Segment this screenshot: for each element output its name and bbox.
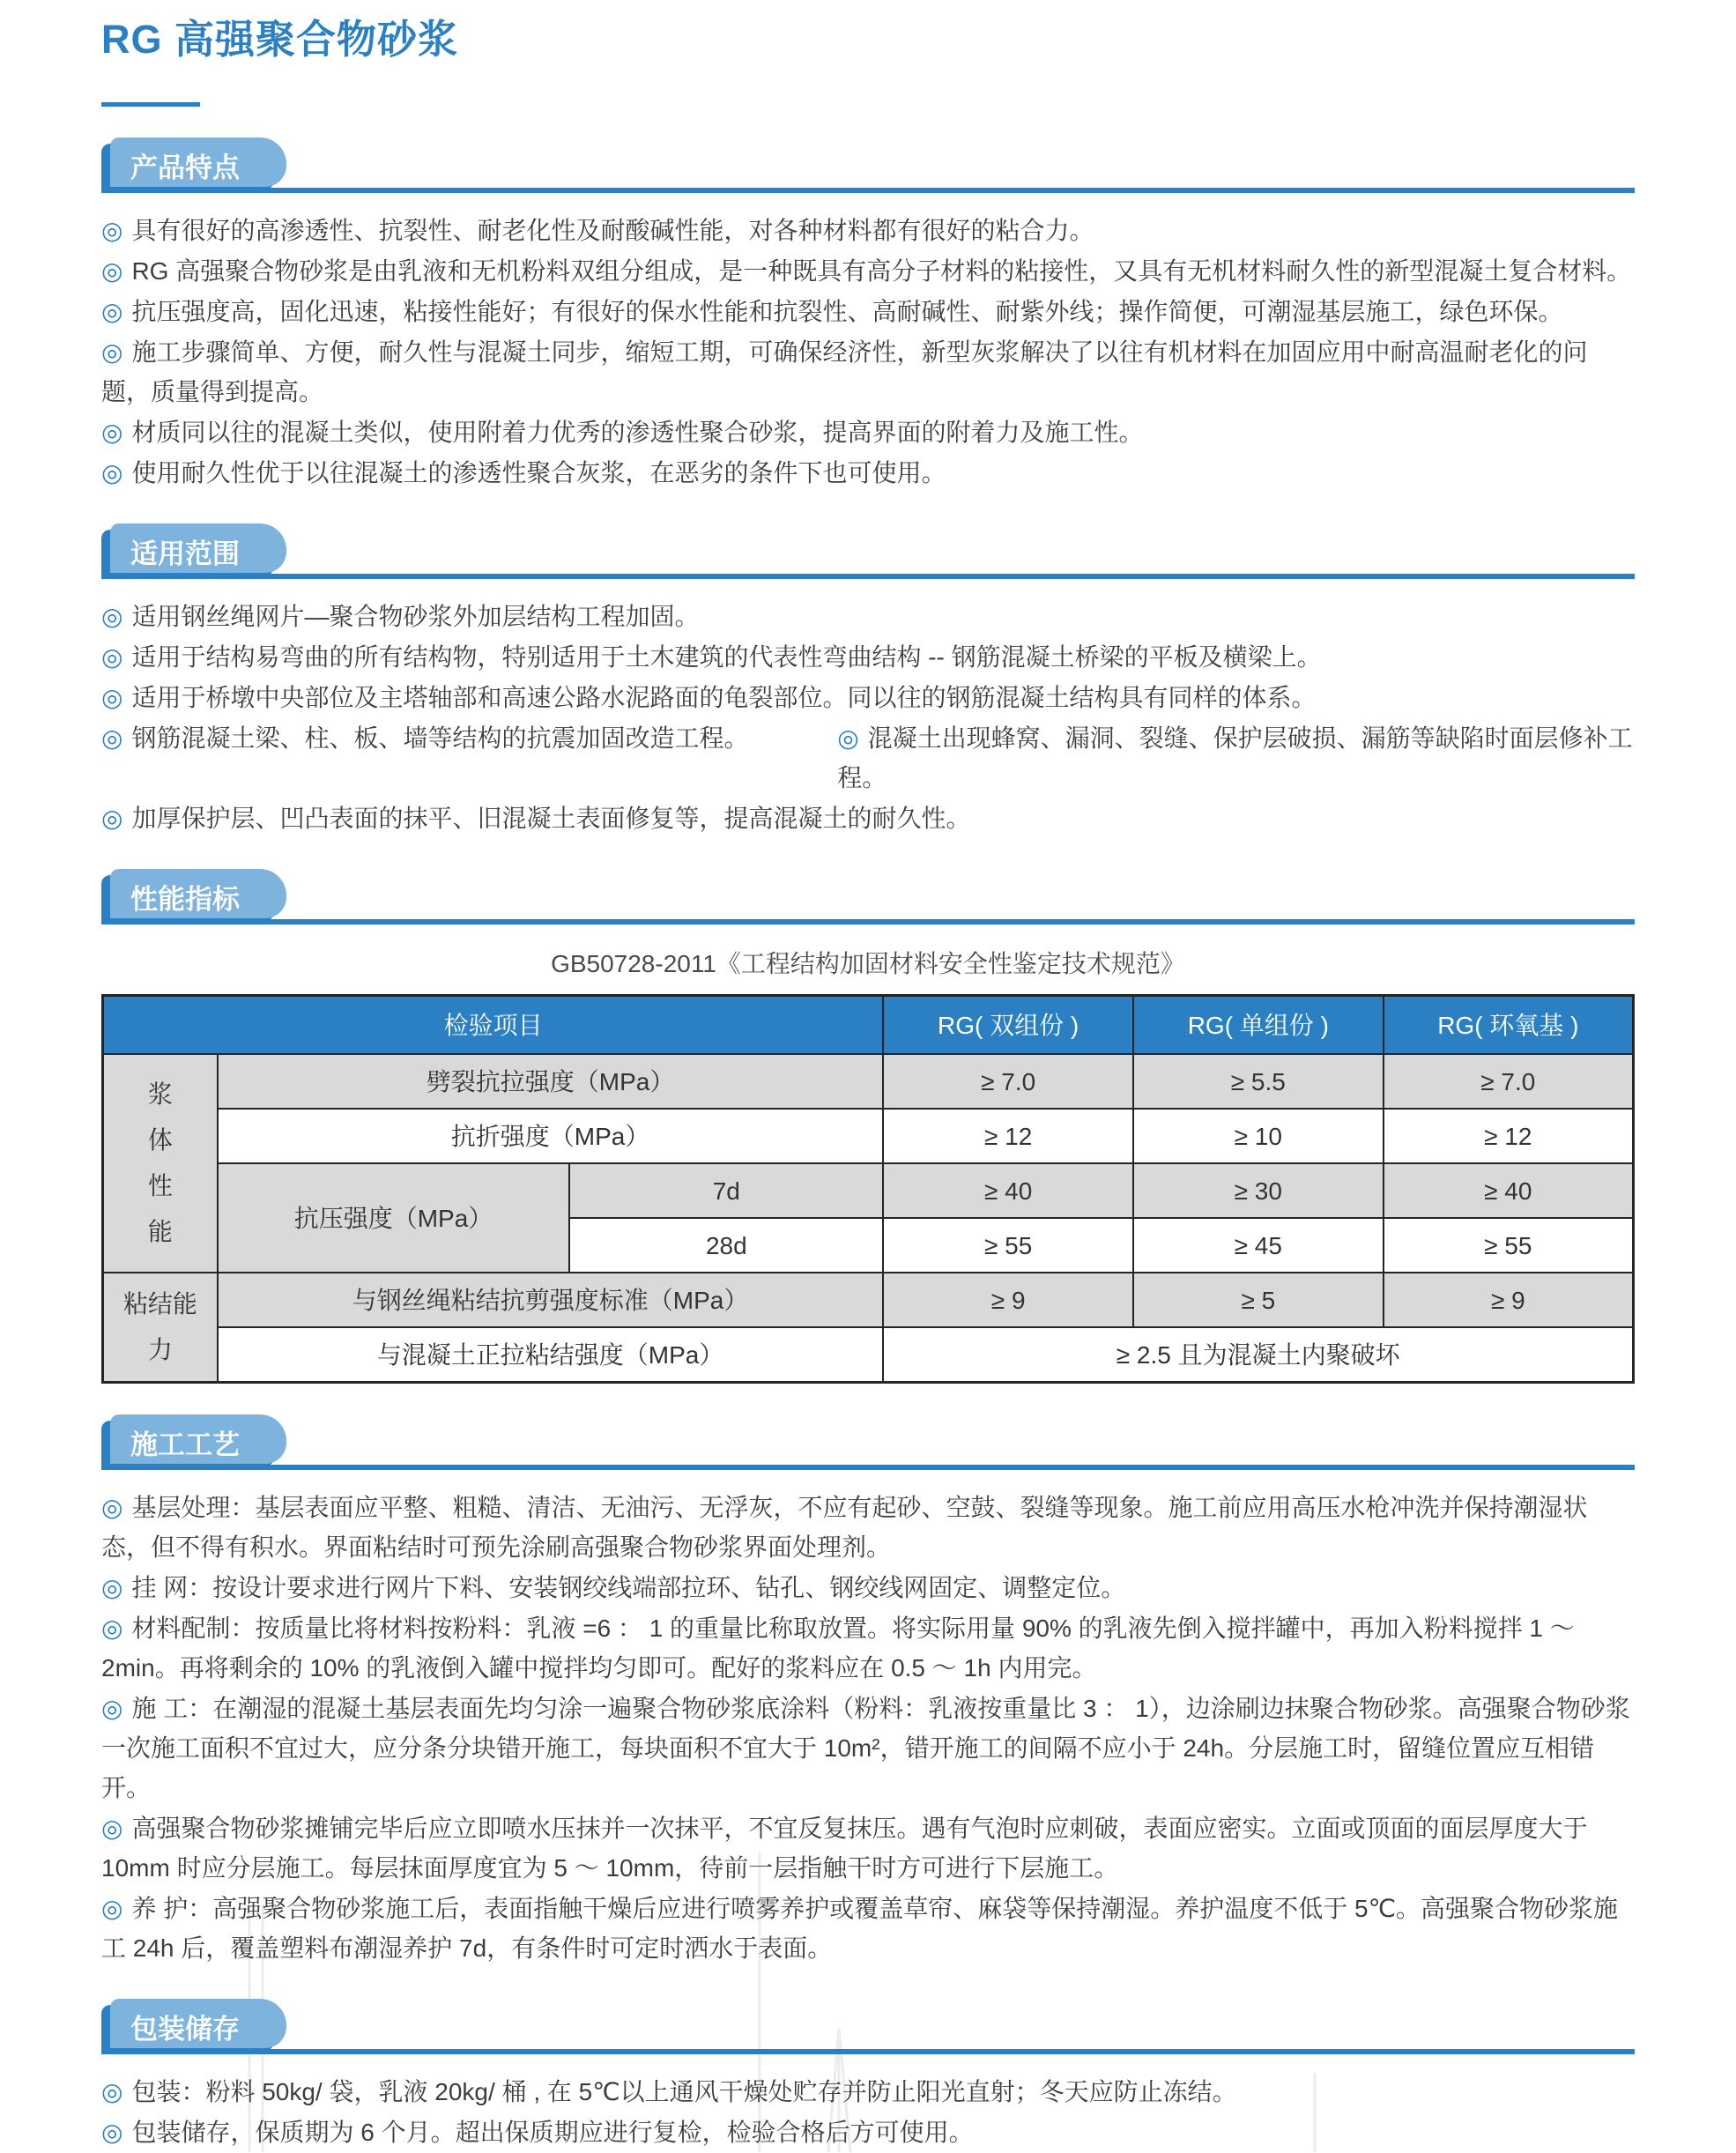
page <box>0 14 1736 2152</box>
bullet-text: 钢筋混凝土梁、柱、板、墙等结构的抗震加固改造工程。 <box>131 724 749 752</box>
section-rule <box>101 1465 1635 1470</box>
bullet-icon: ◎ <box>101 643 123 671</box>
section-header-process <box>101 1415 1635 1470</box>
scope-list <box>101 597 1635 838</box>
list-item <box>101 1608 1635 1688</box>
section-badge-features <box>101 144 278 193</box>
bullet-text: 施 工：在潮湿的混凝土基层表面先均匀涂一遍聚合物砂浆底涂料（粉料：乳液按重量比 3 ： 1），边涂刷边抹聚合物砂浆。高强聚合物砂浆一次施工面积不宜过大，应分条分块错开施工，每块面积不宜大于 10m²，错开施工的间隔不应小于 24h。分层施工时，留缝位置应互相错开。 <box>101 1695 1630 1801</box>
list-item <box>101 1689 1635 1808</box>
table-row <box>103 1163 1634 1218</box>
bullet-text: 施工步骤简单、方便，耐久性与混凝土同步，缩短工期，可确保经济性，新型灰浆解决了以往有机材料在加固应用中耐高温耐老化的问题，质量得到提高。 <box>101 338 1588 405</box>
section-heading: 性能指标 <box>130 884 240 915</box>
table-cell-item: 与混凝土正拉粘结强度（MPa） <box>218 1327 884 1383</box>
bullet-icon: ◎ <box>101 419 123 446</box>
list-item <box>101 412 1635 452</box>
section-heading: 产品特点 <box>130 152 240 183</box>
bullet-icon: ◎ <box>101 1695 123 1722</box>
table-cell-value: ≥ 40 <box>883 1163 1133 1218</box>
list-item <box>101 718 837 798</box>
features-list <box>101 211 1635 493</box>
table-cell-item: 抗压强度（MPa） <box>218 1163 570 1273</box>
table-cell-item: 抗折强度（MPa） <box>218 1109 884 1163</box>
section-rule <box>101 574 1635 579</box>
bullet-text: 挂 网：按设计要求进行网片下料、安装钢绞线端部拉环、钻孔、钢绞线网固定、调整定位。 <box>131 1574 1126 1601</box>
table-cell-value: ≥ 12 <box>1384 1109 1634 1163</box>
table-cell-value: ≥ 30 <box>1133 1163 1384 1218</box>
page-title: RG 高强聚合物砂浆 <box>101 17 459 62</box>
list-item <box>837 718 1635 798</box>
section-header-scope <box>101 524 1635 579</box>
title-underline <box>101 102 200 107</box>
list-item <box>101 678 1635 717</box>
table-cell-value: ≥ 9 <box>1384 1273 1634 1327</box>
table-cell-subitem: 7d <box>569 1163 883 1218</box>
bullet-icon: ◎ <box>101 805 123 832</box>
section-rule <box>101 188 1635 193</box>
bullet-text: 包装：粉料 50kg/ 袋，乳液 20kg/ 桶 , 在 5℃以上通风干燥处贮存并防止阳光直射；冬天应防止冻结。 <box>131 2078 1237 2105</box>
bullet-icon: ◎ <box>101 2078 123 2105</box>
list-item <box>101 597 1635 636</box>
vertical-label-line: 性 <box>147 1172 173 1199</box>
section-performance <box>101 870 1635 1384</box>
vertical-label-line: 浆 <box>147 1080 173 1108</box>
table-header-cell: 检验项目 <box>103 996 884 1055</box>
bullet-text: 材料配制：按质量比将材料按粉料：乳液 =6 ： 1 的重量比称取放置。将实际用量 90% 的乳液先倒入搅拌罐中，再加入粉料搅拌 1 ～ 2min。再将剩余的 10% 的乳液倒入罐中搅拌均匀即可。配好的浆料应在 0.5 ～ 1h 内用完。 <box>101 1615 1575 1682</box>
section-badge-packaging <box>101 2005 278 2054</box>
bullet-text: 包装储存，保质期为 6 个月。超出保质期应进行复检，检验合格后方可使用。 <box>131 2119 974 2146</box>
table-cell-item: 劈裂抗拉强度（MPa） <box>218 1054 884 1109</box>
bullet-text: 具有很好的高渗透性、抗裂性、耐老化性及耐酸碱性能，对各种材料都有很好的粘合力。 <box>131 217 1094 244</box>
list-item <box>101 292 1635 331</box>
vertical-label-line: 体 <box>147 1126 173 1154</box>
bullet-text: 加厚保护层、凹凸表面的抹平、旧混凝土表面修复等，提高混凝土的耐久性。 <box>131 805 971 832</box>
section-header-features <box>101 138 1635 193</box>
bullet-text: 适用钢丝绳网片—聚合物砂浆外加层结构工程加固。 <box>131 603 700 630</box>
bullet-text: 适用于桥墩中央部位及主塔轴部和高速公路水泥路面的龟裂部位。同以往的钢筋混凝土结构具有同样的体系。 <box>131 684 1317 711</box>
bullet-icon: ◎ <box>101 1574 123 1601</box>
table-cell-value: ≥ 7.0 <box>1384 1054 1634 1109</box>
section-header-performance <box>101 870 1635 924</box>
list-item <box>101 251 1635 291</box>
list-item <box>101 637 1635 677</box>
bullet-text: 基层处理：基层表面应平整、粗糙、清洁、无油污、无浮灰，不应有起砂、空鼓、裂缝等现象。施工前应用高压水枪冲洗并保持潮湿状态，但不得有积水。界面粘结时可预先涂刷高强聚合物砂浆界面处理剂。 <box>101 1494 1588 1561</box>
section-process <box>101 1415 1635 1968</box>
list-item <box>101 211 1635 250</box>
list-item <box>101 1808 1635 1888</box>
table-cell-value: ≥ 40 <box>1384 1163 1634 1218</box>
bullet-icon: ◎ <box>101 257 123 285</box>
section-heading: 施工工艺 <box>130 1429 240 1460</box>
section-heading: 适用范围 <box>130 538 240 569</box>
bullet-text: RG 高强聚合物砂浆是由乳液和无机粉料双组分组成，是一种既具有高分子材料的粘接性，又具有无机材料耐久性的新型混凝土复合材料。 <box>131 257 1632 285</box>
bullet-icon: ◎ <box>101 2119 123 2146</box>
vertical-label-line: 粘结能 <box>122 1290 197 1318</box>
table-header-cell: RG( 双组份 ) <box>883 996 1133 1055</box>
process-list <box>101 1488 1635 1968</box>
section-scope <box>101 524 1635 838</box>
list-item <box>101 798 1635 838</box>
table-row <box>103 1054 1634 1109</box>
table-cell-value: ≥ 12 <box>883 1109 1133 1163</box>
table-header-row <box>103 996 1634 1055</box>
bullet-icon: ◎ <box>101 1815 123 1842</box>
list-item <box>101 453 1635 493</box>
performance-table <box>101 994 1635 1384</box>
bullet-icon: ◎ <box>101 603 123 630</box>
list-item-double <box>101 718 1635 798</box>
vertical-label-group1 <box>103 1054 218 1273</box>
section-packaging <box>101 2000 1635 2152</box>
section-rule <box>101 2049 1635 2054</box>
bullet-text: 使用耐久性优于以往混凝土的渗透性聚合灰浆，在恶劣的条件下也可使用。 <box>131 459 946 486</box>
packaging-list <box>101 2072 1635 2152</box>
table-cell-value: ≥ 9 <box>883 1273 1133 1327</box>
section-badge-performance <box>101 875 278 924</box>
table-cell-value: ≥ 55 <box>883 1218 1133 1273</box>
table-cell-value: ≥ 5 <box>1133 1273 1384 1327</box>
bullet-text: 高强聚合物砂浆摊铺完毕后应立即喷水压抹并一次抹平，不宜反复抹压。遇有气泡时应刺破，表面应密实。立面或顶面的面层厚度大于 10mm 时应分层施工。每层抹面厚度宜为 5 ～ 10mm，待前一层指触干时方可进行下层施工。 <box>101 1815 1588 1882</box>
bullet-icon: ◎ <box>101 1615 123 1642</box>
vertical-label-line: 力 <box>147 1336 173 1363</box>
table-cell-value: ≥ 5.5 <box>1133 1054 1384 1109</box>
table-row <box>103 1273 1634 1327</box>
list-item <box>101 2112 1635 2152</box>
list-item <box>101 1889 1635 1968</box>
bullet-icon: ◎ <box>101 338 123 366</box>
list-item <box>101 2072 1635 2112</box>
bullet-icon: ◎ <box>101 217 123 244</box>
table-cell-item: 与钢丝绳粘结抗剪强度标准（MPa） <box>218 1273 884 1327</box>
bullet-text: 养 护：高强聚合物砂浆施工后，表面指触干燥后应进行喷雾养护或覆盖草帘、麻袋等保持潮湿。养护温度不低于 5℃。高强聚合物砂浆施工 24h 后，覆盖塑料布潮湿养护 7d，有条件时可定时洒水于表面。 <box>101 1895 1619 1962</box>
bullet-icon: ◎ <box>101 459 123 486</box>
bullet-icon: ◎ <box>837 724 859 752</box>
table-row <box>103 1327 1634 1383</box>
section-badge-scope <box>101 530 278 579</box>
table-cell-value: ≥ 10 <box>1133 1109 1384 1163</box>
vertical-label-line: 能 <box>147 1218 173 1245</box>
table-cell-value: ≥ 45 <box>1133 1218 1384 1273</box>
table-header-cell: RG( 环氧基 ) <box>1384 996 1634 1055</box>
bullet-icon: ◎ <box>101 724 123 752</box>
bullet-icon: ◎ <box>101 1895 123 1922</box>
section-rule <box>101 919 1635 924</box>
section-features <box>101 138 1635 493</box>
table-header-cell: RG( 单组份 ) <box>1133 996 1384 1055</box>
bullet-icon: ◎ <box>101 1494 123 1521</box>
list-item <box>101 332 1635 412</box>
bullet-icon: ◎ <box>101 298 123 325</box>
table-row <box>103 1109 1634 1163</box>
section-header-packaging <box>101 2000 1635 2054</box>
section-badge-process <box>101 1421 278 1470</box>
vertical-label-group2 <box>103 1273 218 1383</box>
table-cell-value: ≥ 7.0 <box>883 1054 1133 1109</box>
table-cell-subitem: 28d <box>569 1218 883 1273</box>
bullet-icon: ◎ <box>101 684 123 711</box>
performance-table-caption: GB50728-2011《工程结构加固材料安全性鉴定技术规范》 <box>551 950 1185 977</box>
list-item <box>101 1568 1635 1607</box>
bullet-text: 抗压强度高，固化迅速，粘接性能好；有很好的保水性能和抗裂性、高耐碱性、耐紫外线；操作简便，可潮湿基层施工，绿色环保。 <box>131 298 1563 325</box>
section-heading: 包装储存 <box>130 2014 240 2045</box>
table-cell-value-span: ≥ 2.5 且为混凝土内聚破坏 <box>883 1327 1633 1383</box>
bullet-text: 适用于结构易弯曲的所有结构物，特别适用于土木建筑的代表性弯曲结构 -- 钢筋混凝土桥梁的平板及横梁上。 <box>131 643 1322 671</box>
list-item <box>101 1488 1635 1567</box>
bullet-text: 混凝土出现蜂窝、漏洞、裂缝、保护层破损、漏筋等缺陷时面层修补工程。 <box>837 724 1633 791</box>
table-cell-value: ≥ 55 <box>1384 1218 1634 1273</box>
bullet-text: 材质同以往的混凝土类似，使用附着力优秀的渗透性聚合砂浆，提高界面的附着力及施工性。 <box>131 419 1144 446</box>
